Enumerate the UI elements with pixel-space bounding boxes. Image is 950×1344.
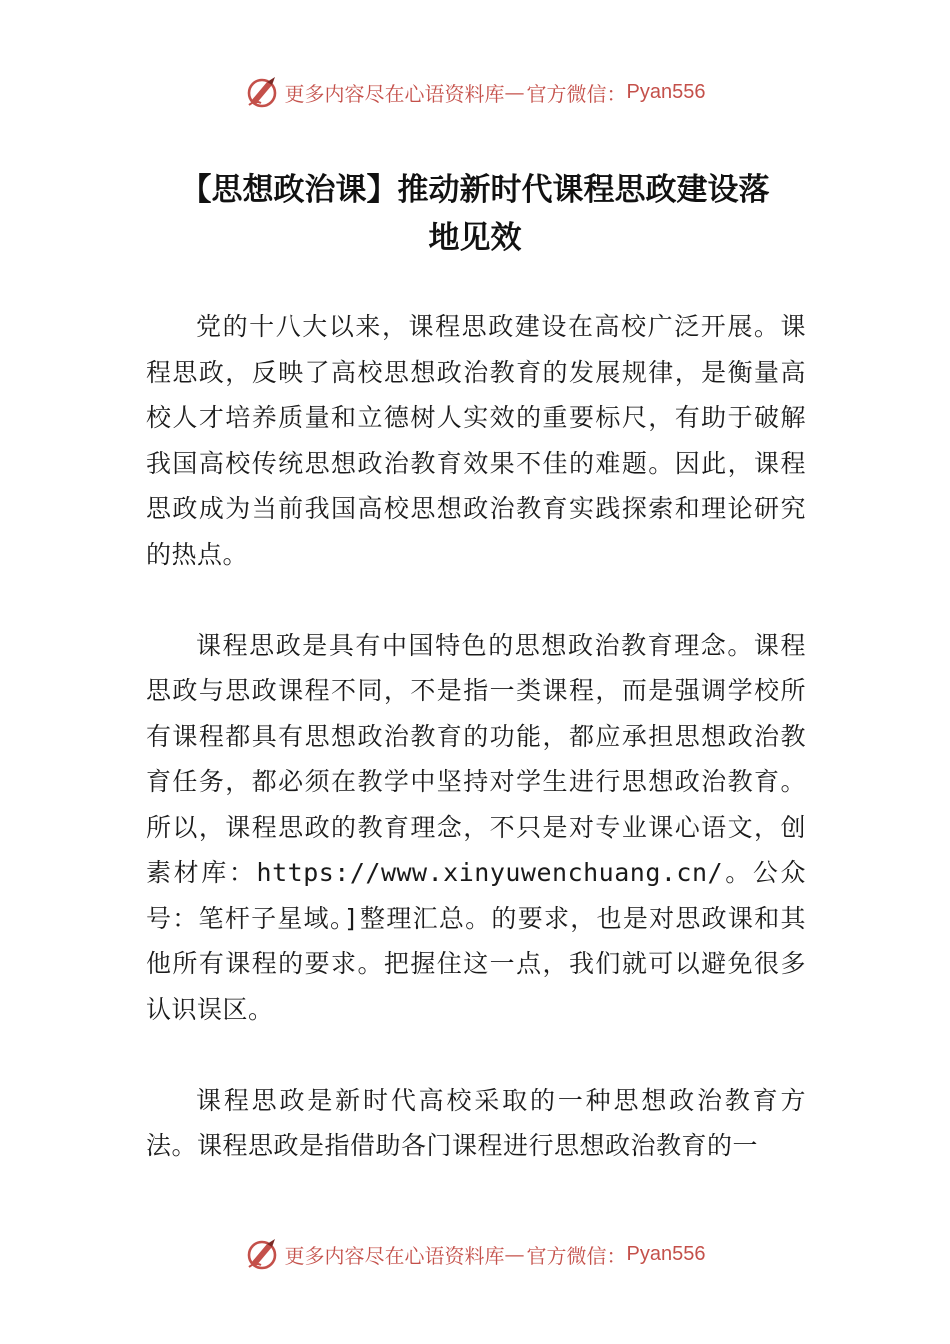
banner-wechat-label: 官方微信： [526, 1243, 627, 1268]
banner-wechat-id: Pyan556 [626, 80, 706, 103]
paragraph: 党的十八大以来，课程思政建设在高校广泛开展。课程思政，反映了高校思想政治教育的发展规律，是衡量高校人才培养质量和立德树人实效的重要标尺，有助于破解我国高校传统思想政治教育效果不佳的难题。因此，课程思政成为当前我国高校思想政治教育实践探索和理论研究的热点。 [146, 312, 806, 569]
banner-slogan: 更多内容尽在心语资料库 [284, 1243, 505, 1268]
banner-dash: — [504, 1242, 525, 1266]
title-line-2: 地见效 [428, 220, 522, 256]
header-banner [0, 72, 950, 112]
pen-logo-icon [245, 74, 281, 110]
banner-wechat-label: 官方微信： [526, 81, 627, 106]
footer-banner [0, 1234, 950, 1274]
pen-logo-icon [245, 1236, 281, 1272]
title-line-1: 【思想政治课】推动新时代课程思政建设落 [180, 172, 770, 208]
banner-slogan: 更多内容尽在心语资料库 [284, 81, 505, 106]
document-title [0, 166, 950, 262]
paragraph: 课程思政是新时代高校采取的一种思想政治教育方法。课程思政是指借助各门课程进行思想政治教育的一 [146, 1085, 806, 1160]
banner-dash: — [504, 80, 525, 104]
document-body [146, 304, 806, 1214]
banner-wechat-id: Pyan556 [626, 1242, 706, 1265]
paragraph: 课程思政是具有中国特色的思想政治教育理念。课程思政与思政课程不同，不是指一类课程，而是强调学校所有课程都具有思想政治教育的功能，都应承担思想政治教育任务，都必须在教学中坚持对学生进行思想政治教育。所以，课程思政的教育理念，不只是对专业课心语文，创素材库：https://www.xinyuwenchuang.cn/。公众号：笔杆子星域。]整理汇总。的要求，也是对思政课和其他所有课程的要求。把握住这一点，我们就可以避免很多认识误区。 [146, 630, 806, 1024]
